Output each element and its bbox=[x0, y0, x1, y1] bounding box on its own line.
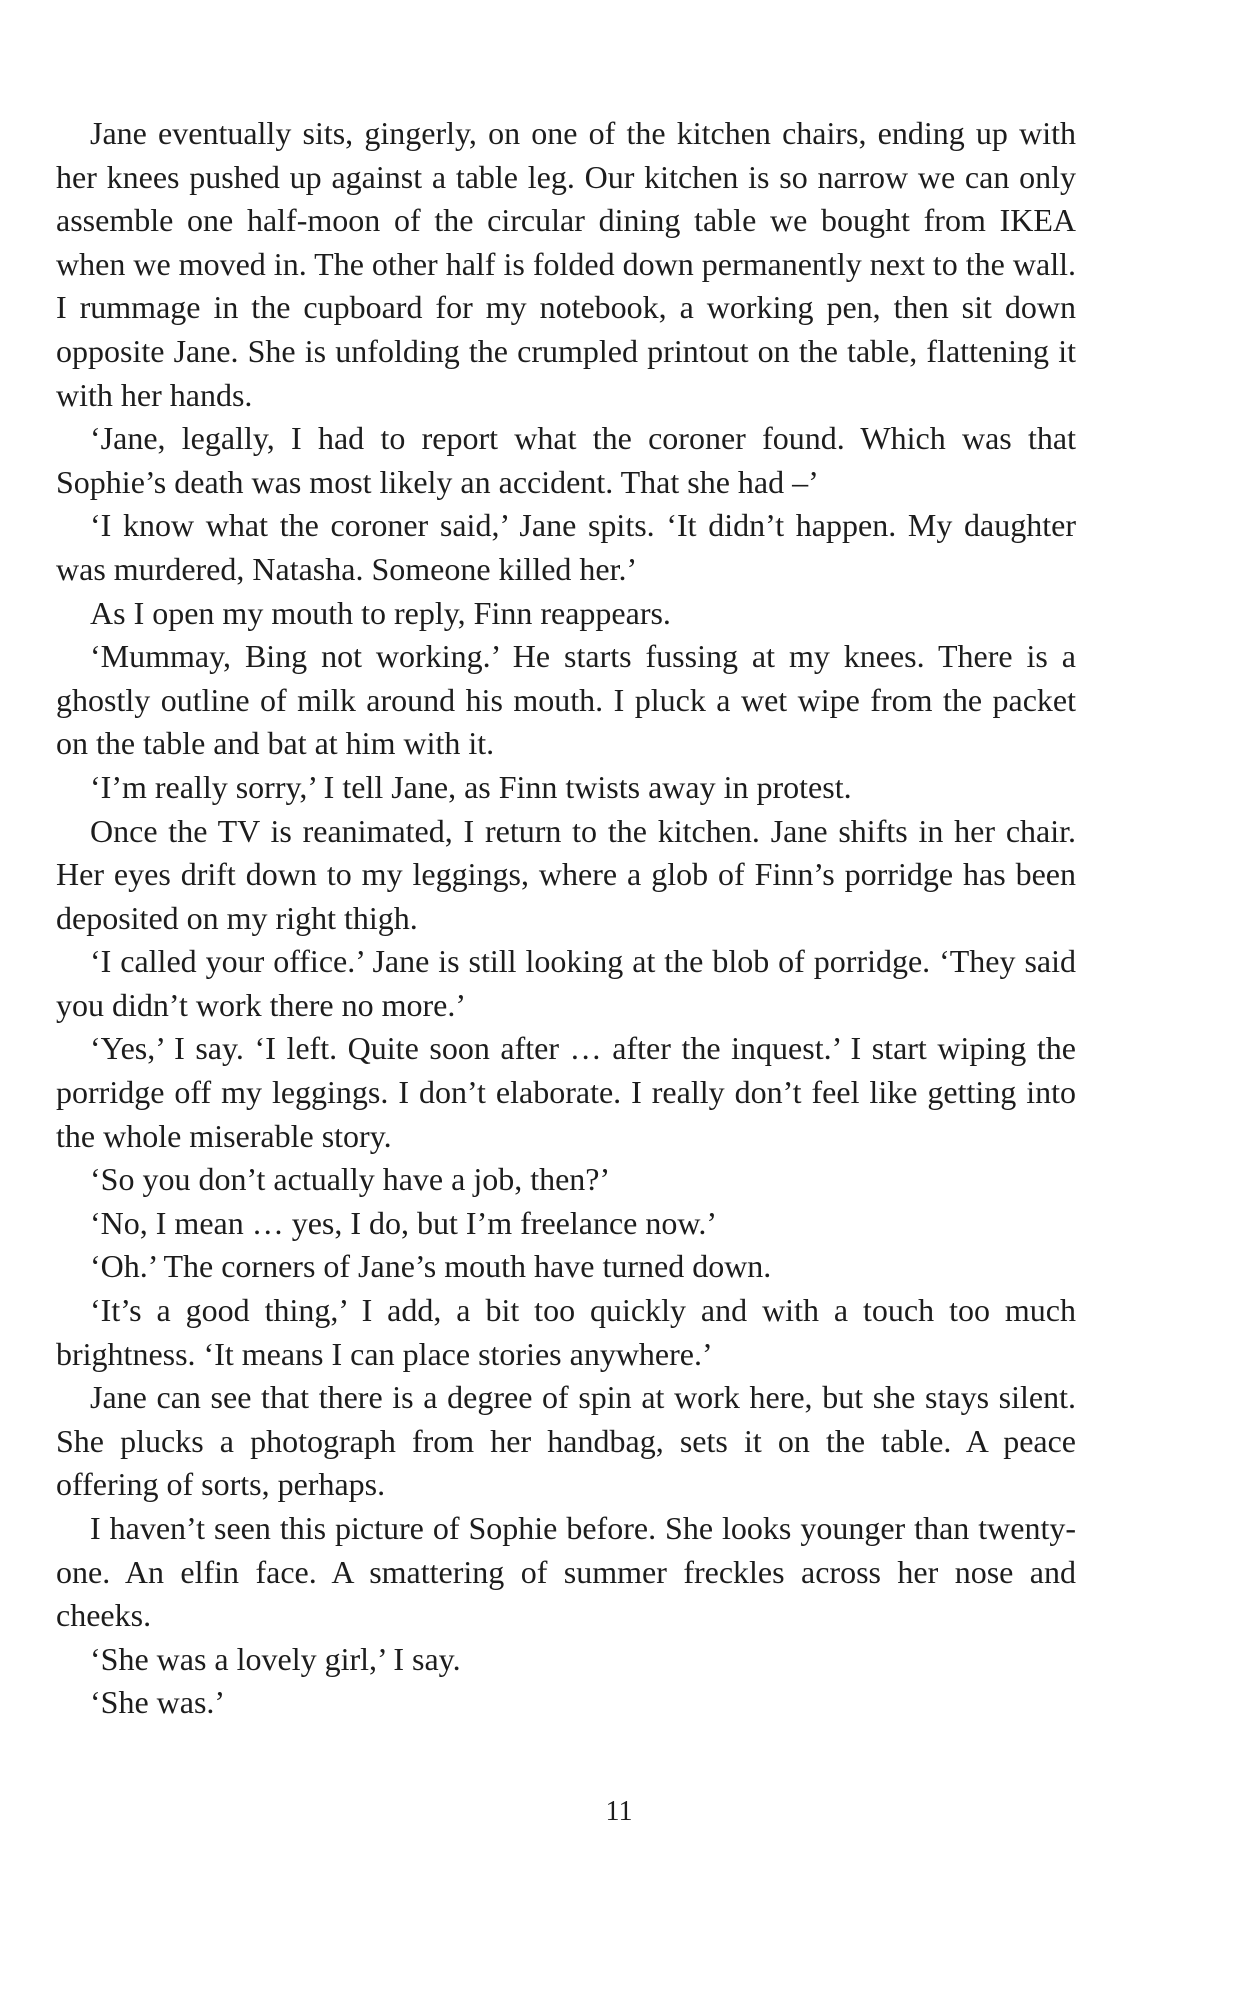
paragraph: ‘Jane, legally, I had to report what the coroner found. Which was that Sophie’s death was most likely an accident. That she had –’ bbox=[56, 420, 1076, 500]
paragraph: ‘Mummay, Bing not working.’ He starts fussing at my knees. There is a ghostly outline of milk around his mouth. I pluck a wet wipe from the packet on the table and bat at him with it. bbox=[56, 638, 1076, 762]
paragraph: ‘I’m really sorry,’ I tell Jane, as Finn twists away in protest. bbox=[90, 768, 852, 805]
paragraph: ‘It’s a good thing,’ I add, a bit too quickly and with a touch too much brightness. ‘It means I can place stories anywhere.’ bbox=[56, 1292, 1076, 1372]
paragraph: ‘Yes,’ I say. ‘I left. Quite soon after … after the inquest.’ I start wiping the porridge off my leggings. I don’t elaborate. I really don’t feel like getting into the whole miserable story. bbox=[56, 1030, 1076, 1154]
paragraph: ‘She was.’ bbox=[90, 1684, 226, 1721]
paragraph: ‘No, I mean … yes, I do, but I’m freelance now.’ bbox=[90, 1204, 718, 1241]
body-text bbox=[56, 112, 1076, 1725]
paragraph: ‘She was a lovely girl,’ I say. bbox=[90, 1640, 461, 1677]
paragraph: ‘I called your office.’ Jane is still looking at the blob of porridge. ‘They said you didn’t work there no more.’ bbox=[56, 943, 1076, 1023]
paragraph: ‘Oh.’ The corners of Jane’s mouth have turned down. bbox=[90, 1248, 772, 1285]
paragraph: As I open my mouth to reply, Finn reappears. bbox=[90, 594, 671, 631]
paragraph: ‘So you don’t actually have a job, then?’ bbox=[90, 1161, 611, 1198]
page-number: 11 bbox=[605, 1796, 633, 1827]
paragraph: Jane can see that there is a degree of spin at work here, but she stays silent. She plucks a photograph from her handbag, sets it on the table. A peace offering of sorts, perhaps. bbox=[56, 1379, 1076, 1503]
paragraph: Once the TV is reanimated, I return to the kitchen. Jane shifts in her chair. Her eyes drift down to my leggings, where a glob of Finn’s porridge has been deposited on my right thigh. bbox=[56, 812, 1076, 936]
paragraph: ‘I know what the coroner said,’ Jane spits. ‘It didn’t happen. My daughter was murdered, Natasha. Someone killed her.’ bbox=[56, 507, 1076, 587]
paragraph: Jane eventually sits, gingerly, on one of the kitchen chairs, ending up with her knees pushed up against a table leg. Our kitchen is so narrow we can only assemble one half-moon of the circular dining table we bought from IKEA when we moved in. The other half is folded down permanently next to the wall. I rummage in the cupboard for my notebook, a working pen, then sit down opposite Jane. She is unfolding the crumpled printout on the table, flattening it with her hands. bbox=[56, 115, 1076, 413]
paragraph: I haven’t seen this picture of Sophie before. She looks younger than twenty-one. An elfin face. A smattering of summer freckles across her nose and cheeks. bbox=[56, 1510, 1076, 1634]
